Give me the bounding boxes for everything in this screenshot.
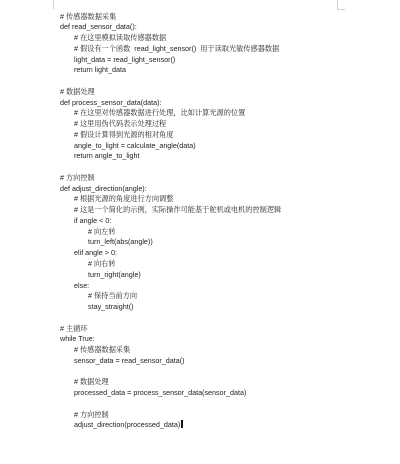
code-line: processed_data = process_sensor_data(sensor_data) [74,388,247,398]
code-line: if angle < 0: [74,215,112,225]
code-line: sensor_data = read_sensor_data() [74,355,185,365]
code-line: # 数据处理 [60,86,95,96]
code-line: # 传感器数据采集 [60,11,117,21]
code-line: return light_data [74,65,126,75]
code-line: # 方向控制 [74,409,109,419]
code-line: # 根据光源的角度进行方向调整 [74,194,174,204]
code-line: # 在这里对传感器数据进行处理，比如计算光源的位置 [74,108,246,118]
code-line: # 这是一个简化的示例，实际操作可能基于舵机或电机的控制逻辑 [74,205,282,215]
code-line: return angle_to_light [74,151,140,161]
code-line: # 这里用伪代码表示处理过程 [74,119,167,129]
code-line: angle_to_light = calculate_angle(data) [74,140,196,150]
code-line: # 假设计算得到光源的相对角度 [74,129,174,139]
code-line: # 向右转 [88,258,116,268]
code-line: while True: [60,334,95,344]
code-line: # 在这里模拟读取传感器数据 [74,33,167,43]
code-line: turn_right(angle) [88,269,141,279]
code-line: adjust_direction(processed_data) [74,420,183,429]
code-line: def adjust_direction(angle): [60,183,147,193]
code-line: # 向左转 [88,226,116,236]
code-line: def process_sensor_data(data): [60,97,162,107]
code-line: light_data = read_light_sensor() [74,54,176,64]
code-line: else: [74,280,90,290]
crop-mark-top-left [53,0,54,9]
code-line: def read_sensor_data(): [60,22,137,32]
crop-mark-top-right-horizontal [337,9,345,10]
code-line: # 主循环 [60,323,88,333]
code-line: # 传感器数据采集 [74,345,131,355]
code-line: turn_left(abs(angle)) [88,237,153,247]
code-line: stay_straight() [88,302,134,312]
code-line: # 假设有一个函数 read_light_sensor() 用于读取光敏传感器数据 [74,43,280,53]
code-line: # 数据处理 [74,377,109,387]
text-cursor [181,420,182,428]
code-line: # 方向控制 [60,172,95,182]
code-line: elif angle > 0: [74,248,117,258]
code-line: # 保持当前方向 [88,291,138,301]
crop-mark-top-right-vertical [337,0,338,9]
